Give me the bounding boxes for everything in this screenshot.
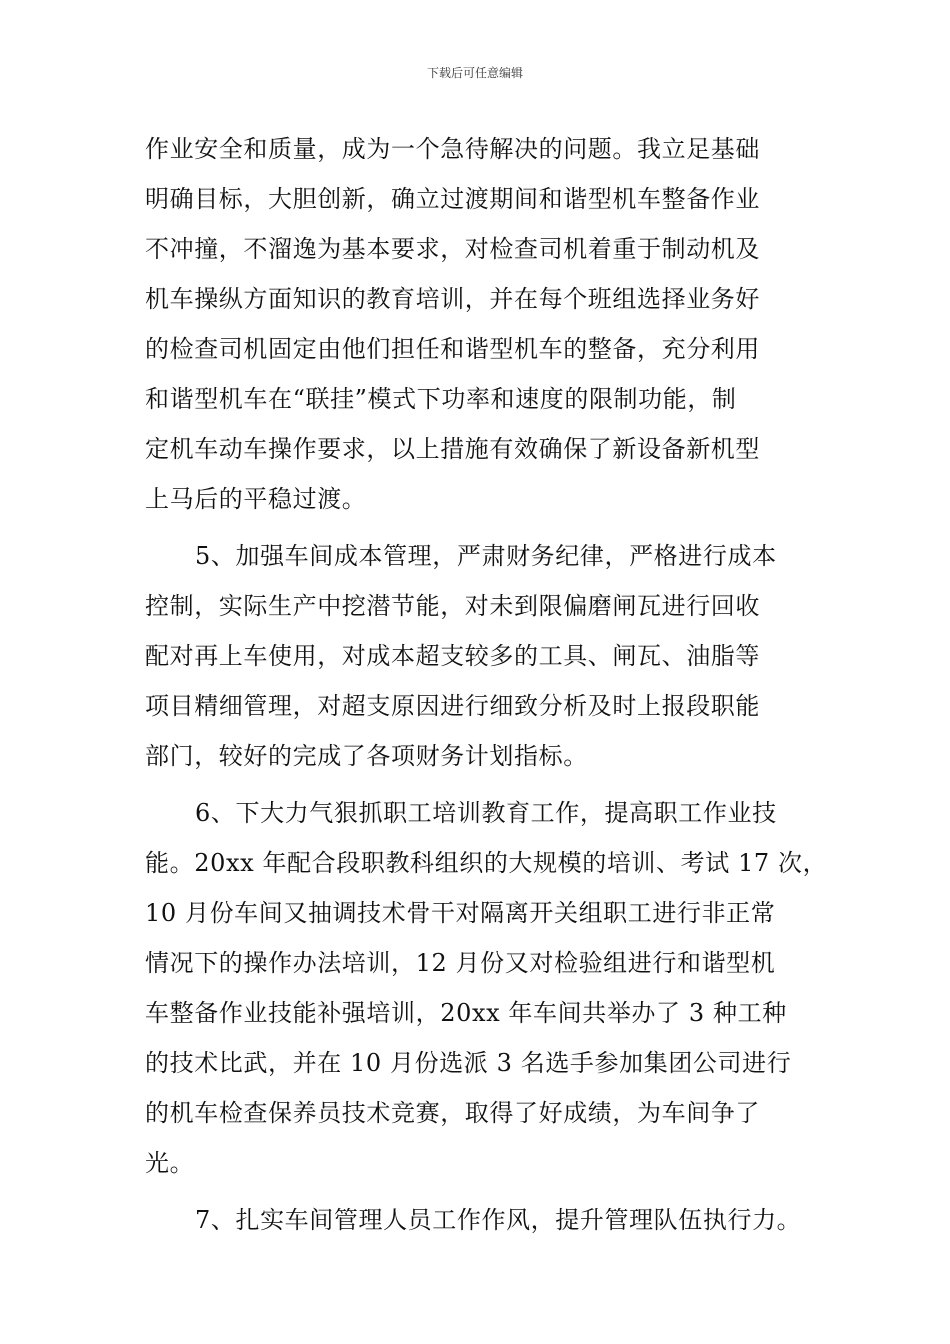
- text-line: 能。20xx 年配合段职教科组织的大规模的培训、考试 17 次，: [145, 849, 828, 877]
- text-line: 5、加强车间成本管理，严肃财务纪律，严格进行成本: [195, 542, 777, 570]
- text-line: 10 月份车间又抽调技术骨干对隔离开关组职工进行非正常: [145, 899, 776, 927]
- text-line: 7、扎实车间管理人员工作作风，提升管理队伍执行力。: [195, 1206, 802, 1234]
- text-line: 的检查司机固定由他们担任和谐型机车的整备，充分利用: [145, 335, 760, 363]
- text-line: 6、下大力气狠抓职工培训教育工作，提高职工作业技: [195, 799, 777, 827]
- text-line: 控制，实际生产中挖潜节能，对未到限偏磨闸瓦进行回收: [145, 592, 760, 620]
- text-line: 上马后的平稳过渡。: [145, 485, 367, 513]
- paragraph-item-7: [145, 1195, 825, 1245]
- page-header: 下载后可任意编辑: [426, 66, 523, 80]
- text-line: 光。: [145, 1149, 195, 1177]
- paragraph-continuation: [145, 124, 825, 524]
- text-line: 情况下的操作办法培训，12 月份又对检验组进行和谐型机: [145, 949, 776, 977]
- text-line: 机车操纵方面知识的教育培训，并在每个班组选择业务好: [145, 285, 760, 313]
- text-line: 和谐型机车在“联挂”模式下功率和速度的限制功能，制: [145, 385, 737, 413]
- text-line: 配对再上车使用，对成本超支较多的工具、闸瓦、油脂等: [145, 642, 760, 670]
- paragraph-item-5: [145, 531, 825, 781]
- text-line: 定机车动车操作要求，以上措施有效确保了新设备新机型: [145, 435, 760, 463]
- text-line: 项目精细管理，对超支原因进行细致分析及时上报段职能: [145, 692, 760, 720]
- text-line: 部门，较好的完成了各项财务计划指标。: [145, 742, 588, 770]
- text-line: 车整备作业技能补强培训，20xx 年车间共举办了 3 种工种: [145, 999, 787, 1027]
- text-line: 不冲撞，不溜逸为基本要求，对检查司机着重于制动机及: [145, 235, 760, 263]
- text-line: 的机车检查保养员技术竞赛，取得了好成绩，为车间争了: [145, 1099, 760, 1127]
- text-line: 作业安全和质量，成为一个急待解决的问题。我立足基础: [145, 135, 760, 163]
- paragraph-item-6: [145, 788, 828, 1188]
- document-body: [145, 124, 828, 1245]
- text-line: 明确目标，大胆创新，确立过渡期间和谐型机车整备作业: [145, 185, 760, 213]
- text-line: 的技术比武，并在 10 月份选派 3 名选手参加集团公司进行: [145, 1049, 792, 1077]
